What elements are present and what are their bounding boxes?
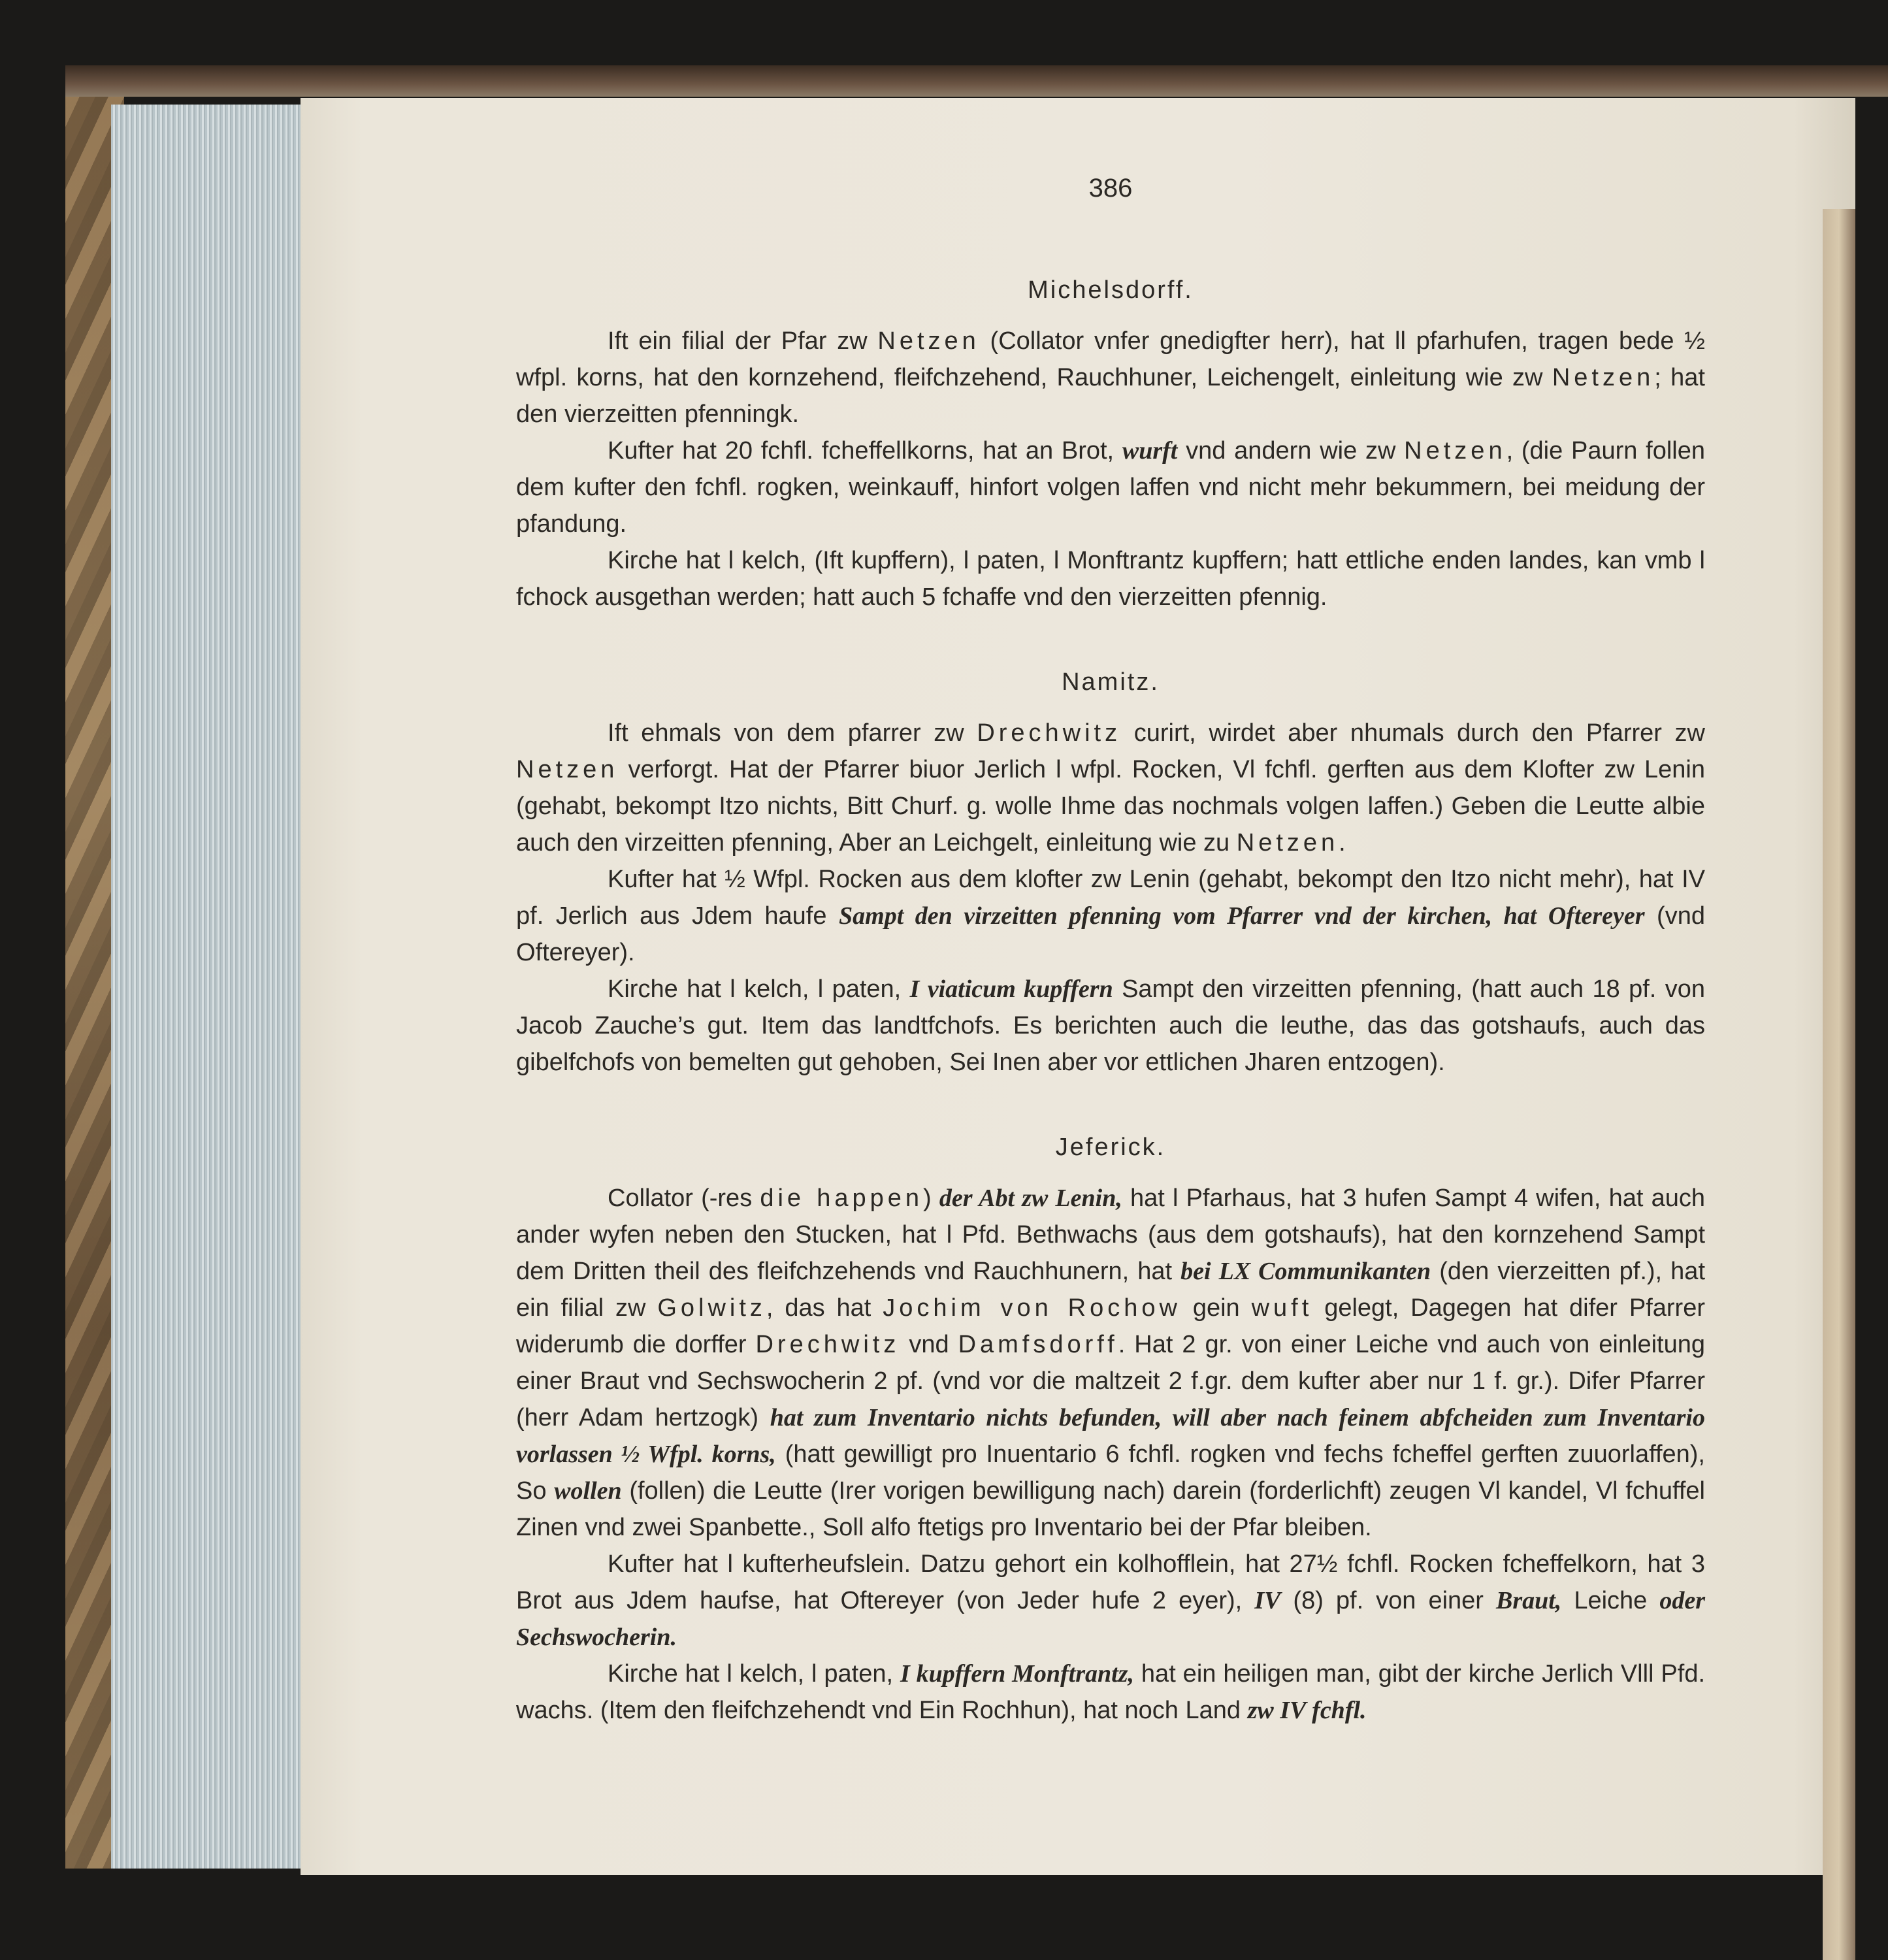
text-run: gein	[1180, 1294, 1252, 1322]
spaced-name: wuft	[1251, 1294, 1313, 1322]
text-run: Ift ein filial der Pfar zw	[608, 327, 878, 355]
italic-text: wollen	[554, 1477, 622, 1505]
text-run: curirt, wirdet aber nhumals durch den Pfarrer zw	[1121, 719, 1705, 747]
text-run: (follen) die Leutte (Irer vorigen bewilligung nach) darein (forderlichft) zeugen Vl kandel, Vl fchuffel Zinen vnd zwei Spanbette., Soll alfo ftetigs pro Inventario bei der Pfar bleiben.	[516, 1477, 1705, 1541]
italic-text: bei LX Communikanten	[1180, 1258, 1431, 1285]
spaced-name: Damfsdorff	[958, 1331, 1118, 1358]
spaced-name: Netzen	[877, 327, 980, 355]
spaced-name: Netzen	[1404, 437, 1506, 465]
spaced-name: Drechwitz	[977, 719, 1122, 747]
italic-text: Braut,	[1495, 1587, 1562, 1614]
paragraph	[516, 542, 1705, 615]
italic-text: oder Sechswocherin.	[516, 1587, 1706, 1651]
text-run: .	[1339, 829, 1346, 857]
section-jeferick	[516, 1129, 1705, 1729]
text-run: (vnd Oftereyer).	[516, 902, 1705, 966]
spaced-name: Drechwitz	[755, 1331, 900, 1358]
paragraph	[516, 1546, 1705, 1656]
text-run: (den vierzeitten pf.), hat ein filial zw	[516, 1258, 1705, 1322]
text-run: Leiche	[1561, 1587, 1660, 1614]
next-page-edge	[1823, 209, 1855, 1960]
text-run: Kirche hat l kelch, (Ift kupffern), l paten, l Monftrantz kupffern; hatt ettliche enden landes, kan vmb l fchock ausgethan werden; hatt auch 5 fchaffe vnd den vierzeitten pfennig.	[516, 547, 1705, 611]
paragraph	[516, 1180, 1705, 1546]
text-run: Kirche hat l kelch, l paten,	[608, 975, 910, 1003]
text-run: Kufter hat l kufterheufslein. Datzu gehort ein kolhofflein, hat 27½ fchfl. Rocken fcheffelkorn, hat 3 Brot aus Jdem haufse, hat Oftereyer (von Jeder hufe 2 eyer),	[516, 1550, 1705, 1614]
text-run: Kufter hat 20 fchfl. fcheffellkorns, hat an Brot,	[608, 437, 1122, 465]
paragraph	[516, 433, 1705, 542]
italic-text: der Abt zw Lenin,	[939, 1184, 1122, 1212]
italic-text: I kupffern Monftrantz,	[900, 1660, 1134, 1688]
section-title: Jeferick.	[1055, 1134, 1166, 1161]
text-run: (hatt gewilligt pro Inuentario 6 fchfl. rogken vnd fechs fcheffel gerften zuuorlaffen), So	[516, 1441, 1705, 1505]
italic-text: hat zum Inventario nichts befunden, will aber nach feinem abfcheiden zum Inventario vorlassen ½ Wfpl. korns,	[516, 1404, 1705, 1468]
page-edges	[111, 105, 301, 1869]
text-run: , (die Paurn follen dem kufter den fchfl. rogken, weinkauff, hinfort volgen laffen vnd nicht mehr bekummern, bei meidung der pfandung.	[516, 437, 1706, 538]
paragraph	[516, 971, 1705, 1081]
page-text	[516, 170, 1705, 1729]
page-number: 386	[1088, 174, 1133, 203]
text-run: hat ein heiligen man, gibt der kirche Jerlich Vlll Pfd. wachs. (Item den fleifchzehendt vnd Ein Rochhun), hat noch Land	[516, 1660, 1706, 1724]
spaced-name: Netzen	[1236, 829, 1339, 857]
text-run: Kufter hat ½ Wfpl. Rocken aus dem klofter zw Lenin (gehabt, bekompt den Itzo nicht mehr), hat IV pf. Jerlich aus Jdem haufe	[516, 866, 1705, 930]
italic-text: Sampt den virzeitten pfenning vom Pfarrer vnd der kirchen, hat Oftereyer	[839, 902, 1645, 930]
section-title: Namitz.	[1062, 668, 1160, 696]
text-run: Kirche hat l kelch, l paten,	[608, 1660, 900, 1688]
text-run: hat l Pfarhaus, hat 3 hufen Sampt 4 wifen, hat auch ander wyfen neben den Stucken, hat l Pfd. Bethwachs (aus dem gotshaufs), hat den kornzehend Sampt dem Dritten theil des fleifchzehends vnd Rauchhunern, hat	[516, 1184, 1705, 1285]
section-michelsdorff	[516, 272, 1705, 615]
spaced-name: die happen	[760, 1184, 924, 1212]
section-title: Michelsdorff.	[1028, 276, 1194, 304]
spaced-name: Netzen	[1552, 364, 1655, 391]
paragraph	[516, 715, 1705, 861]
paragraph	[516, 323, 1705, 433]
italic-text: IV	[1254, 1587, 1281, 1614]
text-run: )	[923, 1184, 939, 1212]
text-run: . Hat 2 gr. von einer Leiche vnd auch von einleitung einer Braut vnd Sechswocherin 2 pf. (vnd vor die maltzeit 2 f.gr. dem kufter aber nur 1 f. gr.). Difer Pfarrer (herr Adam hertzogk)	[516, 1331, 1705, 1431]
text-run: (Collator vnfer gnedigfter herr), hat ll pfarhufen, tragen bede ½ wfpl. korns, hat den kornzehend, fleifchzehend, Rauchhuner, Leichengelt, einleitung wie zw	[516, 327, 1705, 391]
text-run: Sampt den virzeitten pfenning, (hatt auch 18 pf. von Jacob Zauche’s gut. Item das landtfchofs. Es berichten auch die leuthe, das das gotshaufs, auch das gibelfchofs von bemelten gut gehoben, Sei Inen aber vor ettlichen Jharen entzogen).	[516, 975, 1705, 1076]
text-run: vnd andern wie zw	[1177, 437, 1405, 465]
text-run: (8) pf. von einer	[1280, 1587, 1496, 1614]
book-cover-top	[65, 65, 1888, 97]
text-run: , das hat	[766, 1294, 883, 1322]
text-run: vnd	[900, 1331, 958, 1358]
text-run: gelegt, Dagegen hat difer Pfarrer widerumb die dorffer	[516, 1294, 1705, 1358]
italic-text: wurft	[1122, 437, 1178, 465]
spaced-name: Golwitz	[657, 1294, 766, 1322]
italic-text: zw IV fchfl.	[1247, 1697, 1367, 1724]
spaced-name: Netzen	[516, 756, 619, 783]
italic-text: I viaticum kupffern	[909, 975, 1113, 1003]
section-namitz	[516, 664, 1705, 1081]
paragraph	[516, 861, 1705, 971]
text-run: ; hat den vierzeitten pfenningk.	[516, 364, 1705, 428]
text-run: Ift ehmals von dem pfarrer zw	[608, 719, 977, 747]
text-run: verforgt. Hat der Pfarrer biuor Jerlich l wfpl. Rocken, Vl fchfl. gerften aus dem Klofter zw Lenin (gehabt, bekompt Itzo nichts, Bitt Churf. g. wolle Ihme das nochmals volgen laffen.) Geben die Leutte albie auch den virzeitten pfenning, Aber an Leichgelt, einleitung wie zu	[516, 756, 1705, 857]
paragraph	[516, 1656, 1705, 1729]
text-run: Collator (-res	[608, 1184, 760, 1212]
spaced-name: Jochim von Rochow	[883, 1294, 1181, 1322]
